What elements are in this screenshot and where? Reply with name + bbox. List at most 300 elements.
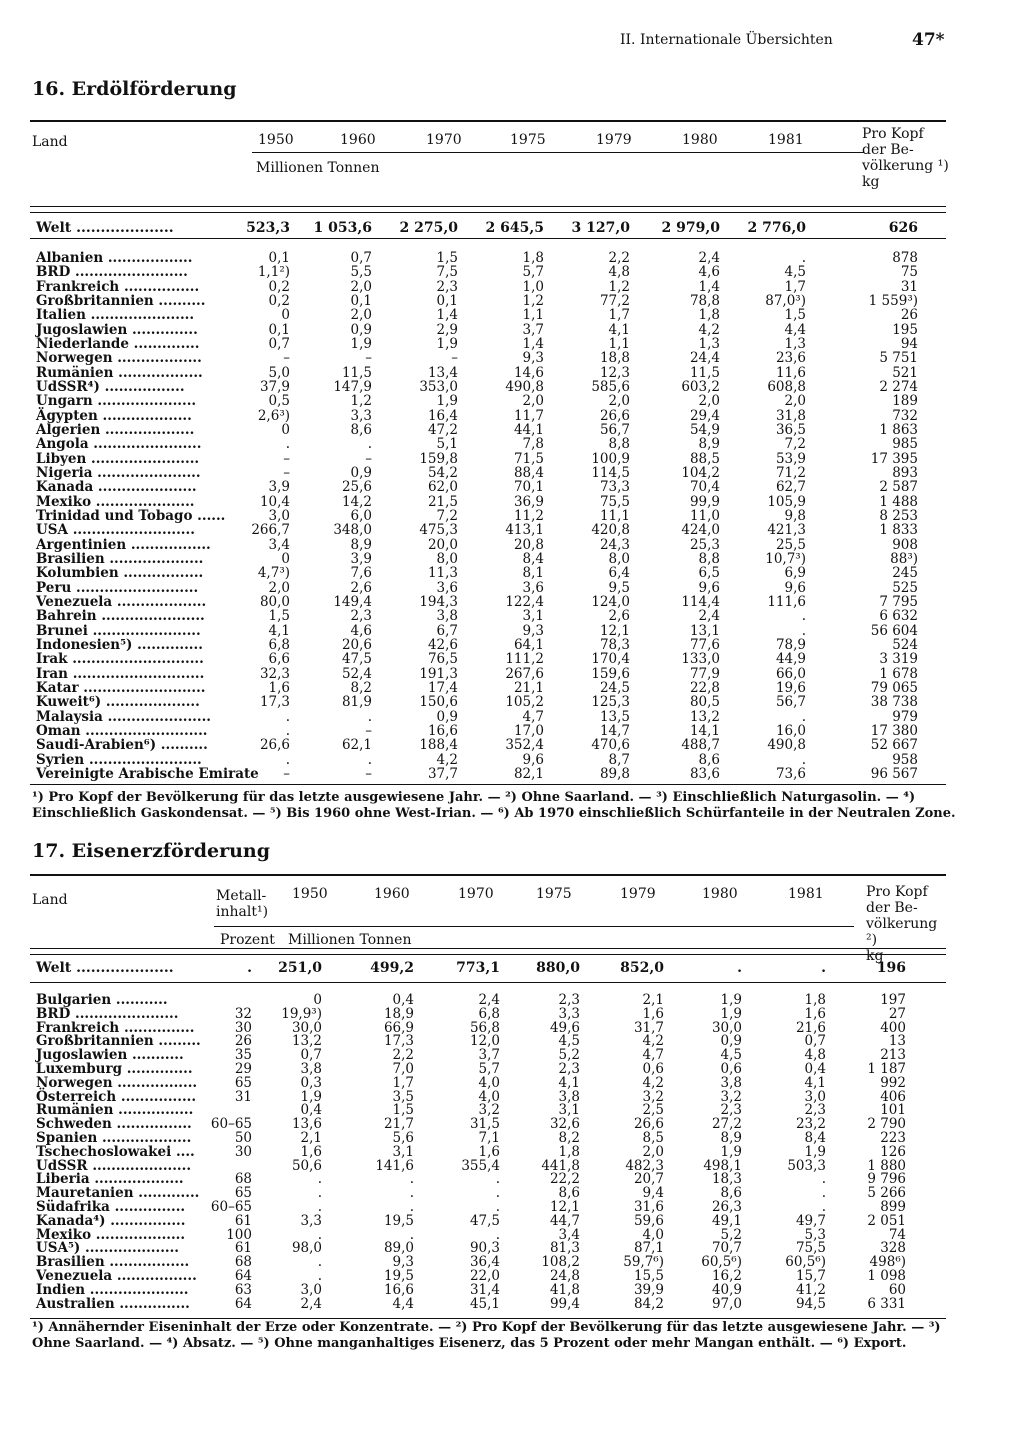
value-cell: 1,6 xyxy=(804,1005,826,1022)
value-cell: 122,4 xyxy=(505,593,544,610)
value-cell: 99,9 xyxy=(689,493,720,510)
value-cell: 8,4 xyxy=(804,1130,826,1146)
value-cell: 880,0 xyxy=(536,960,580,976)
value-cell: 8,6 xyxy=(350,421,372,438)
metall-header: Metall- inhalt¹) xyxy=(216,888,269,920)
country-name: Australien ............... xyxy=(36,1295,190,1312)
country-name: Norwegen ................. xyxy=(36,1074,198,1091)
value-cell: 31 xyxy=(900,278,918,295)
header-bottom-rule-2 xyxy=(30,212,946,213)
value-cell: 3,1 xyxy=(392,1143,414,1160)
value-cell: 11,5 xyxy=(689,364,720,381)
country-name: Südafrika ............... xyxy=(36,1199,186,1215)
value-cell: 3,4 xyxy=(558,1226,580,1243)
table-row xyxy=(30,752,950,767)
value-cell: 0,6 xyxy=(642,1061,664,1077)
value-cell: 6,4 xyxy=(608,565,630,582)
value-cell: 0,7 xyxy=(804,1033,826,1050)
country-name: Kolumbien ................. xyxy=(36,565,204,582)
value-cell: 5 266 xyxy=(867,1185,906,1202)
value-cell: 2,3 xyxy=(558,1061,580,1077)
value-cell: 133,0 xyxy=(681,651,720,668)
value-cell: 3 319 xyxy=(879,651,918,668)
value-cell: 8,4 xyxy=(522,550,544,567)
value-cell: . xyxy=(317,1171,322,1188)
value-cell: 893 xyxy=(892,464,918,481)
value-cell: 0,2 xyxy=(268,278,290,295)
value-cell: 24,8 xyxy=(549,1268,580,1284)
value-cell: 17 395 xyxy=(870,450,918,467)
table-row xyxy=(30,1227,950,1242)
perkopf-header: Pro Kopf der Be- völkerung ¹) kg xyxy=(862,126,949,190)
value-cell: . xyxy=(737,960,742,976)
value-cell: 65 xyxy=(234,1074,252,1091)
value-cell: 0,3 xyxy=(300,1074,322,1091)
value-cell: 18,9 xyxy=(383,1005,414,1022)
table-row xyxy=(30,1006,950,1021)
value-cell: 26,6 xyxy=(599,407,630,424)
table-row xyxy=(30,565,950,580)
table-row xyxy=(30,1089,950,1104)
country-name: Argentinien ................. xyxy=(36,536,211,553)
value-cell: 31 xyxy=(234,1088,252,1105)
value-cell: 126 xyxy=(880,1143,906,1160)
value-cell: 3,0 xyxy=(300,1281,322,1298)
country-name: Jugoslawien ........... xyxy=(36,1047,184,1064)
country-name: Mexiko ..................... xyxy=(36,493,195,510)
country-name: Welt .................... xyxy=(36,220,174,236)
value-cell: 125,3 xyxy=(591,694,630,711)
value-cell: 9,5 xyxy=(608,579,630,596)
table-row xyxy=(30,1075,950,1090)
country-name: Rumänien ................ xyxy=(36,1102,194,1119)
table-row xyxy=(30,1047,950,1062)
value-cell: 0 xyxy=(281,307,290,324)
value-cell: 78,8 xyxy=(689,292,720,309)
value-cell: 89,0 xyxy=(383,1240,414,1257)
value-cell: 4,4 xyxy=(392,1295,414,1312)
value-cell: 194,3 xyxy=(419,593,458,610)
value-cell: 9 796 xyxy=(867,1171,906,1188)
value-cell: 98,0 xyxy=(291,1240,322,1257)
value-cell: 8,8 xyxy=(698,550,720,567)
year-header-1: 1960 xyxy=(374,886,410,902)
value-cell: 15,5 xyxy=(633,1268,664,1284)
table-row xyxy=(30,250,950,265)
table-row xyxy=(30,1020,950,1035)
value-cell: 68 xyxy=(234,1254,252,1271)
value-cell: 1,4 xyxy=(522,335,544,352)
value-cell: 498,1 xyxy=(703,1157,742,1174)
col-land: Land xyxy=(32,134,68,150)
value-cell: 170,4 xyxy=(591,651,630,668)
value-cell: . xyxy=(801,622,806,639)
value-cell: 60 xyxy=(888,1281,906,1298)
country-name: Ungarn ..................... xyxy=(36,393,197,410)
value-cell: 19,6 xyxy=(775,679,806,696)
value-cell: 108,2 xyxy=(541,1254,580,1271)
value-cell: . xyxy=(409,1226,414,1243)
value-cell: 17,0 xyxy=(513,722,544,739)
country-name: Algerien ................... xyxy=(36,421,195,438)
table-row xyxy=(30,623,950,638)
country-name: Vereinigte Arabische Emirate xyxy=(36,765,259,782)
year-header-1: 1960 xyxy=(340,132,376,148)
value-cell: 100 xyxy=(226,1226,252,1243)
value-cell: 521 xyxy=(892,364,918,381)
value-cell: 35 xyxy=(234,1047,252,1064)
value-cell: 31,5 xyxy=(469,1116,500,1133)
value-cell: 44,1 xyxy=(513,421,544,438)
value-cell: 4,5 xyxy=(720,1047,742,1064)
table-16-title: 16. Erdölförderung xyxy=(32,78,237,100)
value-cell: 78,3 xyxy=(599,636,630,653)
value-cell: 17,3 xyxy=(259,694,290,711)
country-name: Norwegen .................. xyxy=(36,350,202,367)
value-cell: – xyxy=(283,765,290,782)
value-cell: 18,3 xyxy=(711,1171,742,1188)
value-cell: 3,6 xyxy=(522,579,544,596)
value-cell: 1,9 xyxy=(804,1143,826,1160)
table-row xyxy=(30,1171,950,1186)
table-row xyxy=(30,723,950,738)
value-cell: 585,6 xyxy=(591,378,630,395)
value-cell: 1 863 xyxy=(879,421,918,438)
value-cell: 21,7 xyxy=(383,1116,414,1133)
value-cell: 2,6³) xyxy=(257,407,290,424)
value-cell: 8,5 xyxy=(642,1130,664,1146)
value-cell: 59,6 xyxy=(633,1212,664,1229)
value-cell: 1,8 xyxy=(558,1143,580,1160)
value-cell: 1,9 xyxy=(300,1088,322,1105)
value-cell: 245 xyxy=(892,565,918,582)
value-cell: 470,6 xyxy=(591,737,630,754)
value-cell: 3,7 xyxy=(522,321,544,338)
table-row xyxy=(30,436,950,451)
value-cell: 4,1 xyxy=(608,321,630,338)
value-cell: 4,0 xyxy=(478,1088,500,1105)
country-name: Malaysia ...................... xyxy=(36,708,211,725)
value-cell: 41,8 xyxy=(549,1281,580,1298)
value-cell: 36,9 xyxy=(513,493,544,510)
value-cell: 8 253 xyxy=(879,507,918,524)
country-name: Liberia ................... xyxy=(36,1171,184,1188)
value-cell: . xyxy=(317,1199,322,1215)
value-cell: 524 xyxy=(892,636,918,653)
value-cell: 3,9 xyxy=(350,550,372,567)
value-cell: 14,6 xyxy=(513,364,544,381)
value-cell: 44,7 xyxy=(549,1212,580,1229)
value-cell: 150,6 xyxy=(419,694,458,711)
header-bottom-rule-2 xyxy=(30,954,946,955)
value-cell: 223 xyxy=(880,1130,906,1146)
value-cell: 7,2 xyxy=(784,436,806,453)
value-cell: 406 xyxy=(880,1088,906,1105)
value-cell: 8,8 xyxy=(608,436,630,453)
value-cell: 3,0 xyxy=(804,1088,826,1105)
value-cell: 3,8 xyxy=(300,1061,322,1077)
col-land: Land xyxy=(32,892,68,908)
value-cell: . xyxy=(317,1268,322,1284)
value-cell: 6,8 xyxy=(478,1005,500,1022)
country-name: Albanien .................. xyxy=(36,250,193,266)
value-cell: 17 380 xyxy=(870,722,918,739)
country-name: Nigeria ...................... xyxy=(36,464,201,481)
value-cell: 4,7 xyxy=(522,708,544,725)
value-cell: 9,6 xyxy=(522,751,544,768)
value-cell: 87,0³) xyxy=(765,292,806,309)
value-cell: 421,3 xyxy=(767,522,806,539)
value-cell: 3,0 xyxy=(268,507,290,524)
table-row xyxy=(30,1033,950,1048)
value-cell: 5,6 xyxy=(392,1130,414,1146)
value-cell: 1,9 xyxy=(436,393,458,410)
bottom-rule xyxy=(30,1318,946,1319)
value-cell: 94 xyxy=(900,335,918,352)
value-cell: 4,1 xyxy=(804,1074,826,1091)
table-row xyxy=(30,1240,950,1255)
value-cell: 3,1 xyxy=(522,608,544,625)
value-cell: 96 567 xyxy=(870,765,918,782)
value-cell: 1,6 xyxy=(642,1005,664,1022)
value-cell: 4,8 xyxy=(804,1047,826,1064)
table-16-footnote: ¹) Pro Kopf der Bevölkerung für das letzte ausgewiesene Jahr. — ²) Ohne Saarland. — ³) Einschließlich Naturgasolin. — ⁴) Einschließlich Gaskondensat. — ⁵) Bis 1960 ohne West-Irian. — ⁶) Ab 1970 einschließlich Schürfanteile in der Neutralen Zone. xyxy=(32,790,956,821)
value-cell: 732 xyxy=(892,407,918,424)
value-cell: 1,0 xyxy=(522,278,544,295)
table-row xyxy=(30,336,950,351)
value-cell: 100,9 xyxy=(591,450,630,467)
table-row xyxy=(30,737,950,752)
value-cell: 188,4 xyxy=(419,737,458,754)
value-cell: 53,9 xyxy=(775,450,806,467)
value-cell: 114,4 xyxy=(681,593,720,610)
value-cell: 3,8 xyxy=(558,1088,580,1105)
value-cell: 9,3 xyxy=(392,1254,414,1271)
value-cell: 38 738 xyxy=(870,694,918,711)
table-row xyxy=(30,365,950,380)
value-cell: 47,5 xyxy=(469,1212,500,1229)
value-cell: . xyxy=(801,250,806,266)
value-cell: 88,4 xyxy=(513,464,544,481)
year-header-6: 1981 xyxy=(788,886,824,902)
value-cell: 3,3 xyxy=(558,1005,580,1022)
value-cell: 31,7 xyxy=(633,1019,664,1036)
value-cell: 147,9 xyxy=(333,378,372,395)
value-cell: 66,9 xyxy=(383,1019,414,1036)
value-cell: 1,9 xyxy=(350,335,372,352)
table-row xyxy=(30,1185,950,1200)
value-cell: 8,2 xyxy=(558,1130,580,1146)
value-cell: 1,7 xyxy=(608,307,630,324)
value-cell: 26,6 xyxy=(633,1116,664,1133)
value-cell: 24,4 xyxy=(689,350,720,367)
value-cell: 60–65 xyxy=(210,1116,252,1133)
value-cell: 1,6 xyxy=(268,679,290,696)
value-cell: 26,3 xyxy=(711,1199,742,1215)
country-name: Frankreich ................ xyxy=(36,278,200,295)
value-cell: 77,6 xyxy=(689,636,720,653)
table-row xyxy=(30,508,950,523)
value-cell: 25,3 xyxy=(689,536,720,553)
value-cell: 29 xyxy=(234,1061,252,1077)
value-cell: 191,3 xyxy=(419,665,458,682)
value-cell: . xyxy=(801,708,806,725)
value-cell: 11,1 xyxy=(599,507,630,524)
country-name: Großbritannien .......... xyxy=(36,292,206,309)
unit-label: Millionen Tonnen xyxy=(288,932,412,948)
table-17 xyxy=(30,874,950,1318)
value-cell: 20,8 xyxy=(513,536,544,553)
table-row xyxy=(30,551,950,566)
country-name: Kanada⁴) ................ xyxy=(36,1212,186,1229)
country-name: Welt .................... xyxy=(36,960,174,976)
value-cell: 2,3 xyxy=(436,278,458,295)
value-cell: 61 xyxy=(234,1212,252,1229)
value-cell: 4,7 xyxy=(642,1047,664,1064)
value-cell: 3,6 xyxy=(436,579,458,596)
bottom-rule xyxy=(30,784,946,785)
country-name: Kanada ..................... xyxy=(36,479,197,496)
value-cell: 0,7 xyxy=(268,335,290,352)
value-cell: 1,1²) xyxy=(257,264,290,281)
value-cell: 1,9 xyxy=(720,1143,742,1160)
value-cell: 2 979,0 xyxy=(661,220,720,236)
value-cell: 523,3 xyxy=(246,220,290,236)
value-cell: 1,5 xyxy=(784,307,806,324)
value-cell: 52,4 xyxy=(341,665,372,682)
value-cell: 0 xyxy=(281,550,290,567)
value-cell: 31,8 xyxy=(775,407,806,424)
value-cell: 196 xyxy=(876,960,906,976)
table-row xyxy=(30,307,950,322)
value-cell: 4,6 xyxy=(698,264,720,281)
value-cell: 1,8 xyxy=(522,250,544,266)
value-cell: 6,7 xyxy=(436,622,458,639)
value-cell: 3,4 xyxy=(268,536,290,553)
value-cell: 1,3 xyxy=(784,335,806,352)
country-name: Brunei ....................... xyxy=(36,622,201,639)
value-cell: 7,6 xyxy=(350,565,372,582)
value-cell: 50,6 xyxy=(291,1157,322,1174)
value-cell: 59,7⁶) xyxy=(623,1254,664,1271)
value-cell: 84,2 xyxy=(633,1295,664,1312)
world-row xyxy=(30,220,950,235)
year-header-5: 1980 xyxy=(702,886,738,902)
table-row xyxy=(30,408,950,423)
value-cell: 8,9 xyxy=(720,1130,742,1146)
value-cell: 80,0 xyxy=(259,593,290,610)
country-name: Syrien ........................ xyxy=(36,751,202,768)
value-cell: 979 xyxy=(892,708,918,725)
value-cell: – xyxy=(283,464,290,481)
value-cell: 852,0 xyxy=(620,960,664,976)
value-cell: 66,0 xyxy=(775,665,806,682)
value-cell: 9,6 xyxy=(784,579,806,596)
value-cell: 31,6 xyxy=(633,1199,664,1215)
value-cell: 1,2 xyxy=(522,292,544,309)
header-bottom-rule xyxy=(30,948,946,949)
value-cell: 197 xyxy=(880,992,906,1008)
value-cell: 4,2 xyxy=(642,1074,664,1091)
value-cell: 958 xyxy=(892,751,918,768)
value-cell: 8,0 xyxy=(436,550,458,567)
value-cell: 15,7 xyxy=(795,1268,826,1284)
value-cell: 482,3 xyxy=(625,1157,664,1174)
country-name: Tschechoslowakei .... xyxy=(36,1143,195,1160)
value-cell: . xyxy=(317,1226,322,1243)
value-cell: 8,6 xyxy=(720,1185,742,1202)
country-name: Trinidad und Tobago ...... xyxy=(36,507,226,524)
value-cell: 75,5 xyxy=(599,493,630,510)
country-name: BRD ........................ xyxy=(36,264,188,281)
country-name: Venezuela ................... xyxy=(36,593,207,610)
value-cell: 0,5 xyxy=(268,393,290,410)
value-cell: 89,8 xyxy=(599,765,630,782)
value-cell: 13,1 xyxy=(689,622,720,639)
value-cell: 49,7 xyxy=(795,1212,826,1229)
value-cell: . xyxy=(409,1171,414,1188)
value-cell: 1,7 xyxy=(784,278,806,295)
value-cell: 8,0 xyxy=(608,550,630,567)
value-cell: . xyxy=(495,1226,500,1243)
value-cell: 60–65 xyxy=(210,1199,252,1215)
value-cell: 498⁶) xyxy=(869,1254,906,1271)
value-cell: 87,1 xyxy=(633,1240,664,1257)
value-cell: 60,5⁶) xyxy=(701,1254,742,1271)
table-row xyxy=(30,479,950,494)
value-cell: 2,1 xyxy=(642,992,664,1008)
country-name: Irak ............................ xyxy=(36,651,204,668)
value-cell: 42,6 xyxy=(427,636,458,653)
value-cell: 5,3 xyxy=(804,1226,826,1243)
country-name: Österreich ................ xyxy=(36,1088,197,1105)
value-cell: 9,6 xyxy=(698,579,720,596)
value-cell: 105,9 xyxy=(767,493,806,510)
value-cell: 97,0 xyxy=(711,1295,742,1312)
value-cell: 0,4 xyxy=(392,992,414,1008)
country-name: Indonesien⁵) .............. xyxy=(36,636,203,653)
value-cell: 0 xyxy=(281,421,290,438)
value-cell: 111,6 xyxy=(767,593,806,610)
value-cell: 0,9 xyxy=(350,321,372,338)
value-cell: 267,6 xyxy=(505,665,544,682)
value-cell: 78,9 xyxy=(775,636,806,653)
value-cell: 50 xyxy=(234,1130,252,1146)
value-cell: 0,1 xyxy=(268,321,290,338)
value-cell: – xyxy=(283,350,290,367)
value-cell: 0,4 xyxy=(804,1061,826,1077)
value-cell: . xyxy=(247,960,252,976)
value-cell: 2 051 xyxy=(867,1212,906,1229)
country-name: Rumänien .................. xyxy=(36,364,203,381)
table-16 xyxy=(30,120,950,785)
value-cell: 49,1 xyxy=(711,1212,742,1229)
value-cell: 2,0 xyxy=(268,579,290,596)
value-cell: 2,1 xyxy=(300,1130,322,1146)
country-name: Luxemburg .............. xyxy=(36,1061,193,1077)
value-cell: 19,9³) xyxy=(281,1005,322,1022)
value-cell: . xyxy=(367,751,372,768)
value-cell: 44,9 xyxy=(775,651,806,668)
value-cell: 0,7 xyxy=(350,250,372,266)
value-cell: 2,0 xyxy=(522,393,544,410)
value-cell: 0,1 xyxy=(350,292,372,309)
value-cell: 2,0 xyxy=(608,393,630,410)
value-cell: 77,9 xyxy=(689,665,720,682)
value-cell: 475,3 xyxy=(419,522,458,539)
value-cell: 23,2 xyxy=(795,1116,826,1133)
country-name: Angola ....................... xyxy=(36,436,202,453)
